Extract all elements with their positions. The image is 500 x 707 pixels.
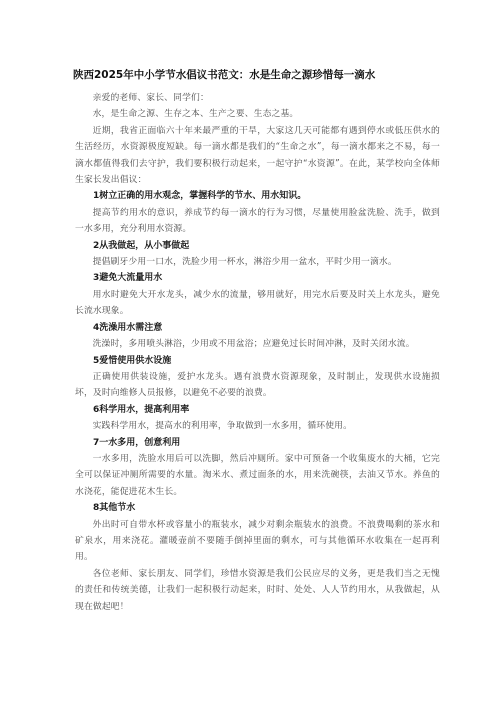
- section-heading-6: 6科学用水，提高利用率: [93, 404, 190, 415]
- section-body-3: 用水时避免大开水龙头，减少水的流量，够用就好，用完水后要及时关上水龙头，避免长流水现象。: [75, 289, 440, 317]
- section-body-1: 提高节约用水的意识，养成节约每一滴水的行为习惯，尽量使用脸盆洗脸、洗手，做到一水多用，充分利用水资源。: [75, 207, 440, 235]
- intro-paragraph-2: 近期，我省正面临六十年来最严重的干旱，大家这几天可能都有遇到停水或低压供水的生活经历，水资源极度短缺。每一滴水都是我们的“生命之水”，每一滴水都来之不易，每一滴水都值得我们去守护，我们要积极行动起来，一起守护“水资源”。在此，某学校向全体师生家长发出倡议：: [75, 125, 440, 186]
- section-body-5: 正确使用供装设施，爱护水龙头。遇有浪费水资源现象，及时制止，发现供水设施损坏，及时向维修人员报修，以避免不必要的浪费。: [75, 371, 440, 399]
- section-body-7: 一水多用，洗脸水用后可以洗脚，然后冲厕所。家中可预备一个收集废水的大桶，它完全可以保证冲厕所需要的水量。淘米水、煮过面条的水，用来洗碗筷，去油又节水。养鱼的水浇花，能促进花木生长。: [75, 453, 440, 497]
- document-title: 陕西2025年中小学节水倡议书范文：水是生命之源珍惜每一滴水: [73, 69, 376, 81]
- closing-paragraph: 各位老师、家长朋友、同学们，珍惜水资源是我们公民应尽的义务，更是我们当之无愧的责任和传统美德，让我们一起积极行动起来，时时、处处、人人节约用水，从我做起，从现在做起吧！: [75, 568, 440, 612]
- section-heading-1: 1树立正确的用水观念，掌握科学的节水、用水知识。: [93, 191, 307, 202]
- section-heading-4: 4洗澡用水需注意: [93, 322, 163, 333]
- section-heading-7: 7一水多用，创意利用: [93, 437, 181, 448]
- greeting-paragraph: 亲爱的老师、家长、同学们：: [92, 93, 209, 103]
- section-heading-5: 5爱惜使用供水设施: [93, 355, 172, 366]
- section-body-8: 外出时可自带水杯或容量小的瓶装水，减少对剩余瓶装水的浪费。不浪费喝剩的茶水和矿泉水，用来浇花。灌暖壶前不要随手倒掉里面的剩水，可与其他循环水收集在一起再利用。: [75, 519, 440, 563]
- section-heading-2: 2从我做起，从小事做起: [93, 240, 190, 251]
- intro-paragraph-1: 水，是生命之源、生存之本、生产之要、生态之基。: [92, 109, 299, 120]
- section-body-4: 洗澡时，多用喷头淋浴，少用或不用盆浴；应避免过长时间冲淋，及时关闭水流。: [92, 339, 415, 350]
- section-heading-3: 3避免大流量用水: [93, 273, 163, 284]
- section-heading-8: 8其他节水: [93, 503, 136, 514]
- section-body-6: 实践科学用水，提高水的利用率，争取做到一水多用，循环使用。: [92, 421, 353, 432]
- section-body-2: 提倡刷牙少用一口水，洗脸少用一杯水，淋浴少用一盆水，平时少用一滴水。: [92, 257, 397, 268]
